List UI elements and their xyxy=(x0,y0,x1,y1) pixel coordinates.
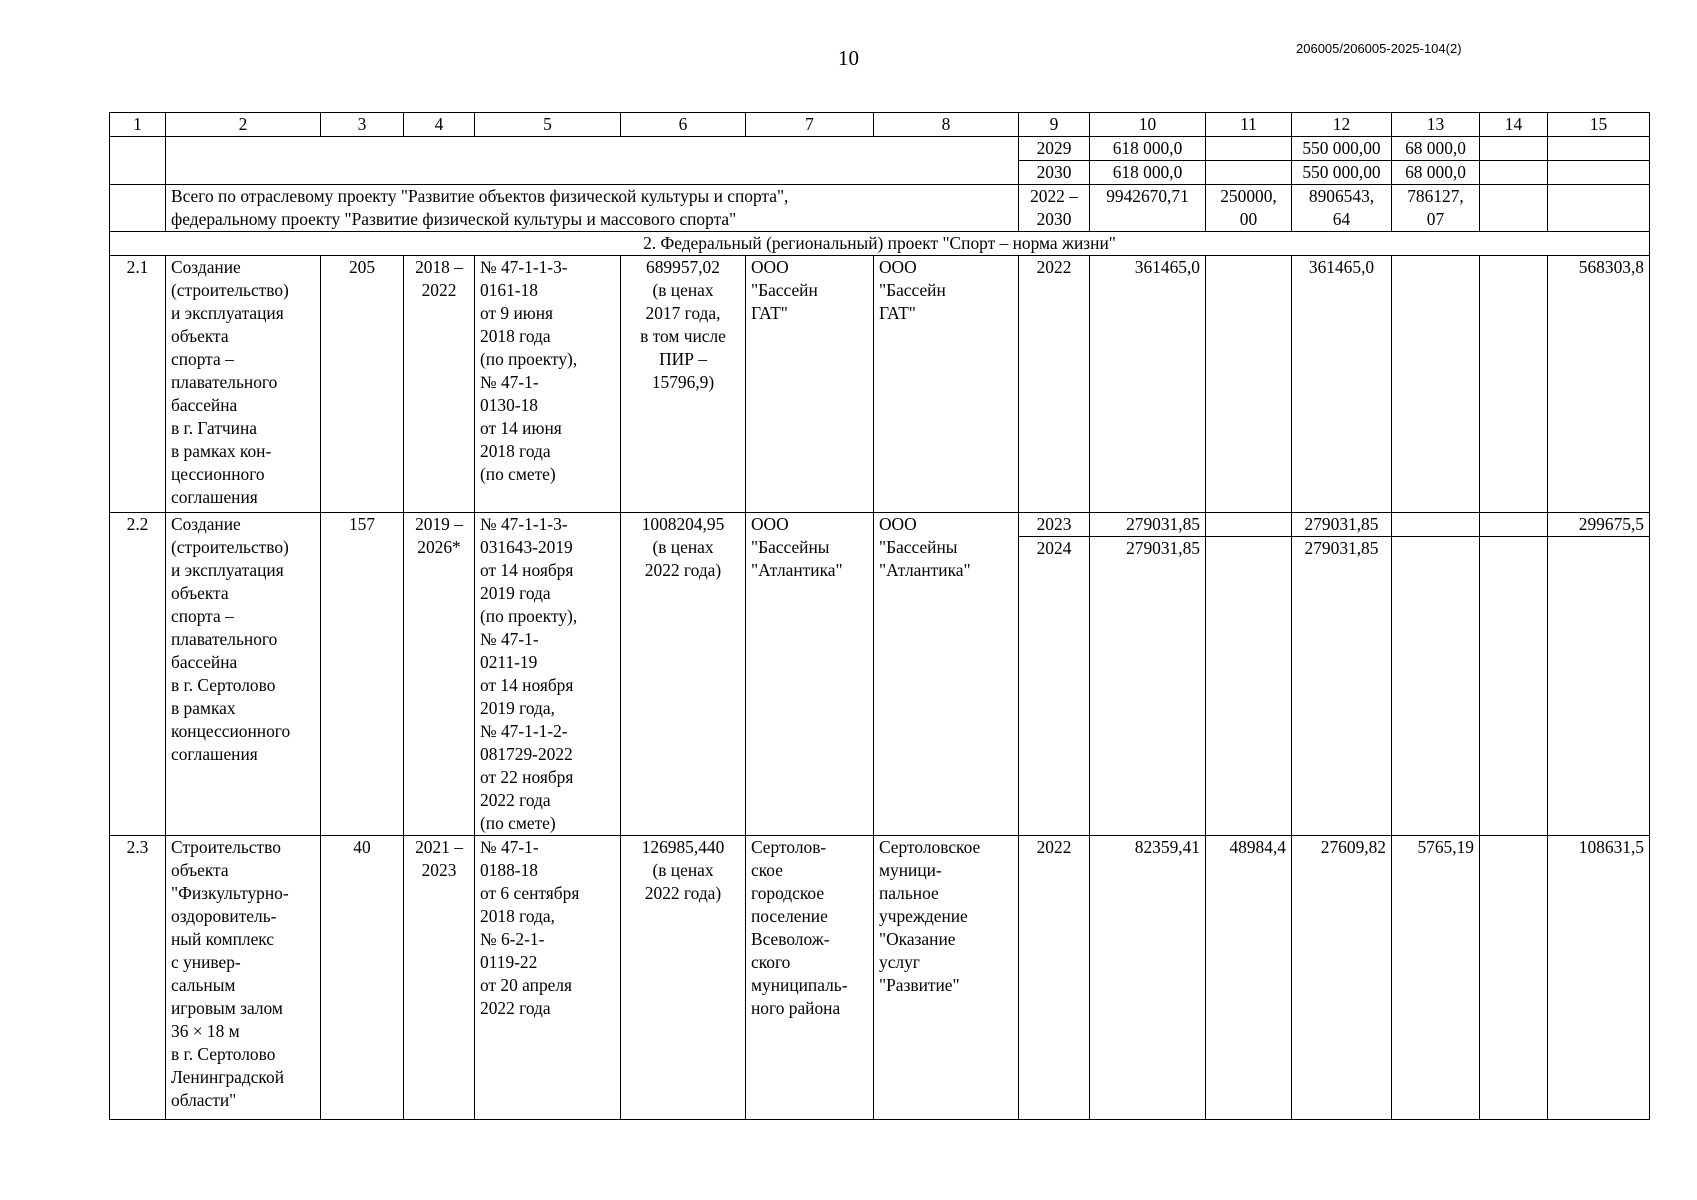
cell-line: Ленинградской xyxy=(171,1067,284,1087)
amount-cell xyxy=(1206,256,1292,513)
cost-cell xyxy=(621,836,746,1120)
amount-cell: 361465,0 xyxy=(1292,256,1392,513)
col-header: 6 xyxy=(621,113,746,137)
col-header: 1 xyxy=(110,113,166,137)
total-label-line: Всего по отраслевому проекту "Развитие объектов физической культуры и спорта", xyxy=(171,186,789,206)
cell-line: от 14 ноября xyxy=(480,675,574,695)
total-years-line: 2022 – xyxy=(1030,186,1078,206)
cell-line: в г. Сертолово xyxy=(171,675,276,695)
total-amount: 9942670,71 xyxy=(1090,185,1206,232)
col-header: 4 xyxy=(404,113,475,137)
cell-line: области" xyxy=(171,1090,237,1110)
period-cell xyxy=(404,256,475,513)
cell-line: № 47-1- xyxy=(480,372,539,392)
cell-line: и эксплуатация xyxy=(171,560,284,580)
grantor-cell xyxy=(746,513,874,836)
column-numbers-row xyxy=(110,113,1650,137)
cell-line: 2023 xyxy=(421,860,457,880)
row-number: 2.3 xyxy=(110,836,166,1120)
cell-line: (в ценах xyxy=(652,537,714,557)
amount-cell: 279031,85 xyxy=(1090,537,1206,836)
empty-cell xyxy=(1206,513,1292,537)
empty-cell xyxy=(110,185,166,232)
cell-line: пальное xyxy=(879,883,939,903)
cell-line: объекта xyxy=(171,326,229,346)
cell-line: (строительство) xyxy=(171,537,289,557)
cell-line: сальным xyxy=(171,975,236,995)
cell-line: спорта – xyxy=(171,606,234,626)
cell-line: (по смете) xyxy=(480,464,556,484)
cell-line: (в ценах xyxy=(652,860,714,880)
section-title: 2. Федеральный (региональный) проект "Спорт – норма жизни" xyxy=(110,232,1650,256)
cell-line: "Бассейны xyxy=(751,537,830,557)
cell-line: Сертолов- xyxy=(751,837,827,857)
cell-line: (в ценах xyxy=(652,280,714,300)
amount-cell: 618 000,0 xyxy=(1090,137,1206,161)
grantor-cell xyxy=(746,836,874,1120)
cell-line: соглашения xyxy=(171,487,258,507)
cell-line: ный комплекс xyxy=(171,929,275,949)
cell-line: услуг xyxy=(879,952,920,972)
object-name xyxy=(166,513,321,836)
total-amount-line: 8906543, xyxy=(1308,186,1375,206)
empty-cell xyxy=(1480,185,1548,232)
cell-line: № 47-1-1-3- xyxy=(480,514,568,534)
capacity-cell: 40 xyxy=(321,836,404,1120)
cell-line: игровым залом xyxy=(171,998,283,1018)
cell-line: 0211-19 xyxy=(480,652,538,672)
empty-cell xyxy=(1392,513,1480,537)
cell-line: от 14 ноября xyxy=(480,560,574,580)
cell-line: оздоровитель- xyxy=(171,906,277,926)
amount-cell: 68 000,0 xyxy=(1392,161,1480,185)
cell-line: учреждение xyxy=(879,906,968,926)
cell-line: "Развитие" xyxy=(879,975,960,995)
cell-line: ООО xyxy=(751,514,789,534)
cell-line: 031643-2019 xyxy=(480,537,573,557)
cell-line: ного района xyxy=(751,998,841,1018)
cell-line: 2019 года, xyxy=(480,698,555,718)
total-amount-line: 07 xyxy=(1426,209,1445,229)
cell-line: 36 × 18 м xyxy=(171,1021,240,1041)
capacity-cell: 157 xyxy=(321,513,404,836)
total-amount-line: 64 xyxy=(1332,209,1351,229)
table-row xyxy=(110,513,1650,537)
total-row xyxy=(110,185,1650,232)
empty-cell xyxy=(1480,161,1548,185)
expertise-cell xyxy=(475,256,621,513)
cell-line: муници- xyxy=(879,860,942,880)
cell-line: "Физкультурно- xyxy=(171,883,289,903)
year-cell: 2024 xyxy=(1019,537,1090,836)
empty-cell xyxy=(1392,537,1480,836)
empty-cell xyxy=(110,137,166,185)
cell-line: бассейна xyxy=(171,652,238,672)
cell-line: в рамках кон- xyxy=(171,441,272,461)
cell-line: и эксплуатация xyxy=(171,303,284,323)
period-cell xyxy=(404,513,475,836)
amount-cell: 48984,4 xyxy=(1206,836,1292,1120)
cell-line: от 14 июня xyxy=(480,418,562,438)
total-years xyxy=(1019,185,1090,232)
cell-line: "Оказание xyxy=(879,929,956,949)
cell-line: № 47-1-1-2- xyxy=(480,721,568,741)
projects-table xyxy=(109,112,1650,1120)
amount-cell: 279031,85 xyxy=(1090,513,1206,537)
cell-line: 2018 года xyxy=(480,441,551,461)
cell-line: 2018 года, xyxy=(480,906,555,926)
empty-cell xyxy=(1480,513,1548,537)
cell-line: 1008204,95 xyxy=(641,514,725,534)
empty-cell xyxy=(1548,537,1650,836)
cell-line: (строительство) xyxy=(171,280,289,300)
cell-line: Создание xyxy=(171,257,241,277)
cell-line: поселение xyxy=(751,906,828,926)
col-header: 11 xyxy=(1206,113,1292,137)
col-header: 3 xyxy=(321,113,404,137)
empty-cell xyxy=(1548,137,1650,161)
total-years-line: 2030 xyxy=(1036,209,1072,229)
col-header: 13 xyxy=(1392,113,1480,137)
cell-line: 2017 года, xyxy=(645,303,721,323)
expertise-cell xyxy=(475,836,621,1120)
col-header: 14 xyxy=(1480,113,1548,137)
amount-cell: 618 000,0 xyxy=(1090,161,1206,185)
cell-line: в том числе xyxy=(640,326,726,346)
cell-line: ГАТ" xyxy=(751,303,788,323)
amount-cell: 550 000,00 xyxy=(1292,137,1392,161)
capacity-cell: 205 xyxy=(321,256,404,513)
cell-line: 2021 – xyxy=(415,837,463,857)
total-label xyxy=(166,185,1019,232)
document-code: 206005/206005-2025-104(2) xyxy=(1296,41,1462,56)
cell-line: (по проекту), xyxy=(480,349,578,369)
empty-cell xyxy=(1206,537,1292,836)
cell-line: Создание xyxy=(171,514,241,534)
cell-line: ского xyxy=(751,952,791,972)
cell-line: 2018 года xyxy=(480,326,551,346)
cell-line: 2022 года) xyxy=(644,883,722,903)
cell-line: от 9 июня xyxy=(480,303,554,323)
cell-line: Строительство xyxy=(171,837,281,857)
year-cell: 2030 xyxy=(1019,161,1090,185)
cell-line: 2026* xyxy=(417,537,461,557)
cell-line: № 47-1- xyxy=(480,837,539,857)
total-amount xyxy=(1206,185,1292,232)
cell-line: Всеволож- xyxy=(751,929,830,949)
amount-cell: 279031,85 xyxy=(1292,537,1392,836)
cell-line: соглашения xyxy=(171,744,258,764)
cell-line: 2019 – xyxy=(415,514,463,534)
cell-line: от 6 сентября xyxy=(480,883,580,903)
table-row xyxy=(110,256,1650,513)
col-header: 15 xyxy=(1548,113,1650,137)
cost-cell xyxy=(621,256,746,513)
object-name xyxy=(166,256,321,513)
amount-cell: 299675,5 xyxy=(1548,513,1650,537)
col-header: 7 xyxy=(746,113,874,137)
cell-line: 15796,9) xyxy=(651,372,715,392)
cell-line: 081729-2022 xyxy=(480,744,573,764)
cell-line: спорта – xyxy=(171,349,234,369)
amount-cell: 550 000,00 xyxy=(1292,161,1392,185)
amount-cell: 361465,0 xyxy=(1090,256,1206,513)
cell-line: 2022 xyxy=(421,280,457,300)
total-amount xyxy=(1292,185,1392,232)
amount-cell: 27609,82 xyxy=(1292,836,1392,1120)
cell-line: с универ- xyxy=(171,952,241,972)
cell-line: "Бассейны xyxy=(879,537,958,557)
cell-line: ское xyxy=(751,860,783,880)
empty-cell xyxy=(1548,161,1650,185)
year-cell: 2023 xyxy=(1019,513,1090,537)
total-amount xyxy=(1392,185,1480,232)
expertise-cell xyxy=(475,513,621,836)
cell-line: муниципаль- xyxy=(751,975,848,995)
empty-cell xyxy=(1206,137,1292,161)
cell-line: № 47-1- xyxy=(480,629,539,649)
col-header: 12 xyxy=(1292,113,1392,137)
cell-line: 2022 года xyxy=(480,998,551,1018)
amount-cell: 68 000,0 xyxy=(1392,137,1480,161)
year-cell: 2022 xyxy=(1019,256,1090,513)
operator-cell xyxy=(874,513,1019,836)
row-number: 2.2 xyxy=(110,513,166,836)
cell-line: в г. Сертолово xyxy=(171,1044,276,1064)
empty-cell xyxy=(1206,161,1292,185)
empty-cell xyxy=(1480,537,1548,836)
cell-line: ООО xyxy=(751,257,789,277)
cell-line: "Атлантика" xyxy=(879,560,971,580)
cell-line: 689957,02 xyxy=(646,257,720,277)
cell-line: в г. Гатчина xyxy=(171,418,257,438)
cell-line: бассейна xyxy=(171,395,238,415)
grantor-cell xyxy=(746,256,874,513)
page-number: 10 xyxy=(838,46,859,70)
cell-line: цессионного xyxy=(171,464,265,484)
col-header: 9 xyxy=(1019,113,1090,137)
continuation-row xyxy=(110,137,1650,161)
cell-line: 0119-22 xyxy=(480,952,538,972)
cell-line: ООО xyxy=(879,514,917,534)
total-amount-line: 00 xyxy=(1239,209,1258,229)
amount-cell xyxy=(1480,836,1548,1120)
col-header: 5 xyxy=(475,113,621,137)
cell-line: ПИР – xyxy=(659,349,707,369)
cell-line: городское xyxy=(751,883,825,903)
cell-line: "Бассейн xyxy=(879,280,946,300)
cell-line: ГАТ" xyxy=(879,303,916,323)
cell-line: 0161-18 xyxy=(480,280,538,300)
table-row xyxy=(110,836,1650,1120)
empty-cell xyxy=(166,137,1019,185)
cell-line: в рамках xyxy=(171,698,236,718)
total-amount-line: 786127, xyxy=(1407,186,1464,206)
amount-cell: 82359,41 xyxy=(1090,836,1206,1120)
cell-line: № 6-2-1- xyxy=(480,929,545,949)
operator-cell xyxy=(874,836,1019,1120)
total-label-line: федеральному проекту "Развитие физической культуры и массового спорта" xyxy=(171,209,737,229)
cell-line: ООО xyxy=(879,257,917,277)
cell-line: № 47-1-1-3- xyxy=(480,257,568,277)
period-cell xyxy=(404,836,475,1120)
amount-cell: 5765,19 xyxy=(1392,836,1480,1120)
amount-cell: 108631,5 xyxy=(1548,836,1650,1120)
year-cell: 2029 xyxy=(1019,137,1090,161)
col-header: 10 xyxy=(1090,113,1206,137)
cell-line: 2019 года xyxy=(480,583,551,603)
cell-line: 2022 года) xyxy=(644,560,722,580)
cell-line: концессионного xyxy=(171,721,291,741)
cell-line: плавательного xyxy=(171,629,278,649)
year-cell: 2022 xyxy=(1019,836,1090,1120)
cell-line: 0188-18 xyxy=(480,860,538,880)
cost-cell xyxy=(621,513,746,836)
amount-cell: 279031,85 xyxy=(1292,513,1392,537)
amount-cell: 568303,8 xyxy=(1548,256,1650,513)
object-name xyxy=(166,836,321,1120)
col-header: 2 xyxy=(166,113,321,137)
cell-line: от 22 ноября xyxy=(480,767,574,787)
empty-cell xyxy=(1548,185,1650,232)
cell-line: 2022 года xyxy=(480,790,551,810)
cell-line: от 20 апреля xyxy=(480,975,573,995)
total-amount-line: 250000, xyxy=(1220,186,1277,206)
amount-cell xyxy=(1392,256,1480,513)
cell-line: "Атлантика" xyxy=(751,560,843,580)
col-header: 8 xyxy=(874,113,1019,137)
cell-line: 2018 – xyxy=(415,257,463,277)
empty-cell xyxy=(1480,137,1548,161)
cell-line: объекта xyxy=(171,583,229,603)
cell-line: (по смете) xyxy=(480,813,556,833)
operator-cell xyxy=(874,256,1019,513)
cell-line: 0130-18 xyxy=(480,395,538,415)
cell-line: объекта xyxy=(171,860,229,880)
row-number: 2.1 xyxy=(110,256,166,513)
cell-line: (по проекту), xyxy=(480,606,578,626)
cell-line: Сертоловское xyxy=(879,837,981,857)
amount-cell xyxy=(1480,256,1548,513)
section-row xyxy=(110,232,1650,256)
cell-line: плавательного xyxy=(171,372,278,392)
cell-line: 126985,440 xyxy=(641,837,725,857)
cell-line: "Бассейн xyxy=(751,280,818,300)
